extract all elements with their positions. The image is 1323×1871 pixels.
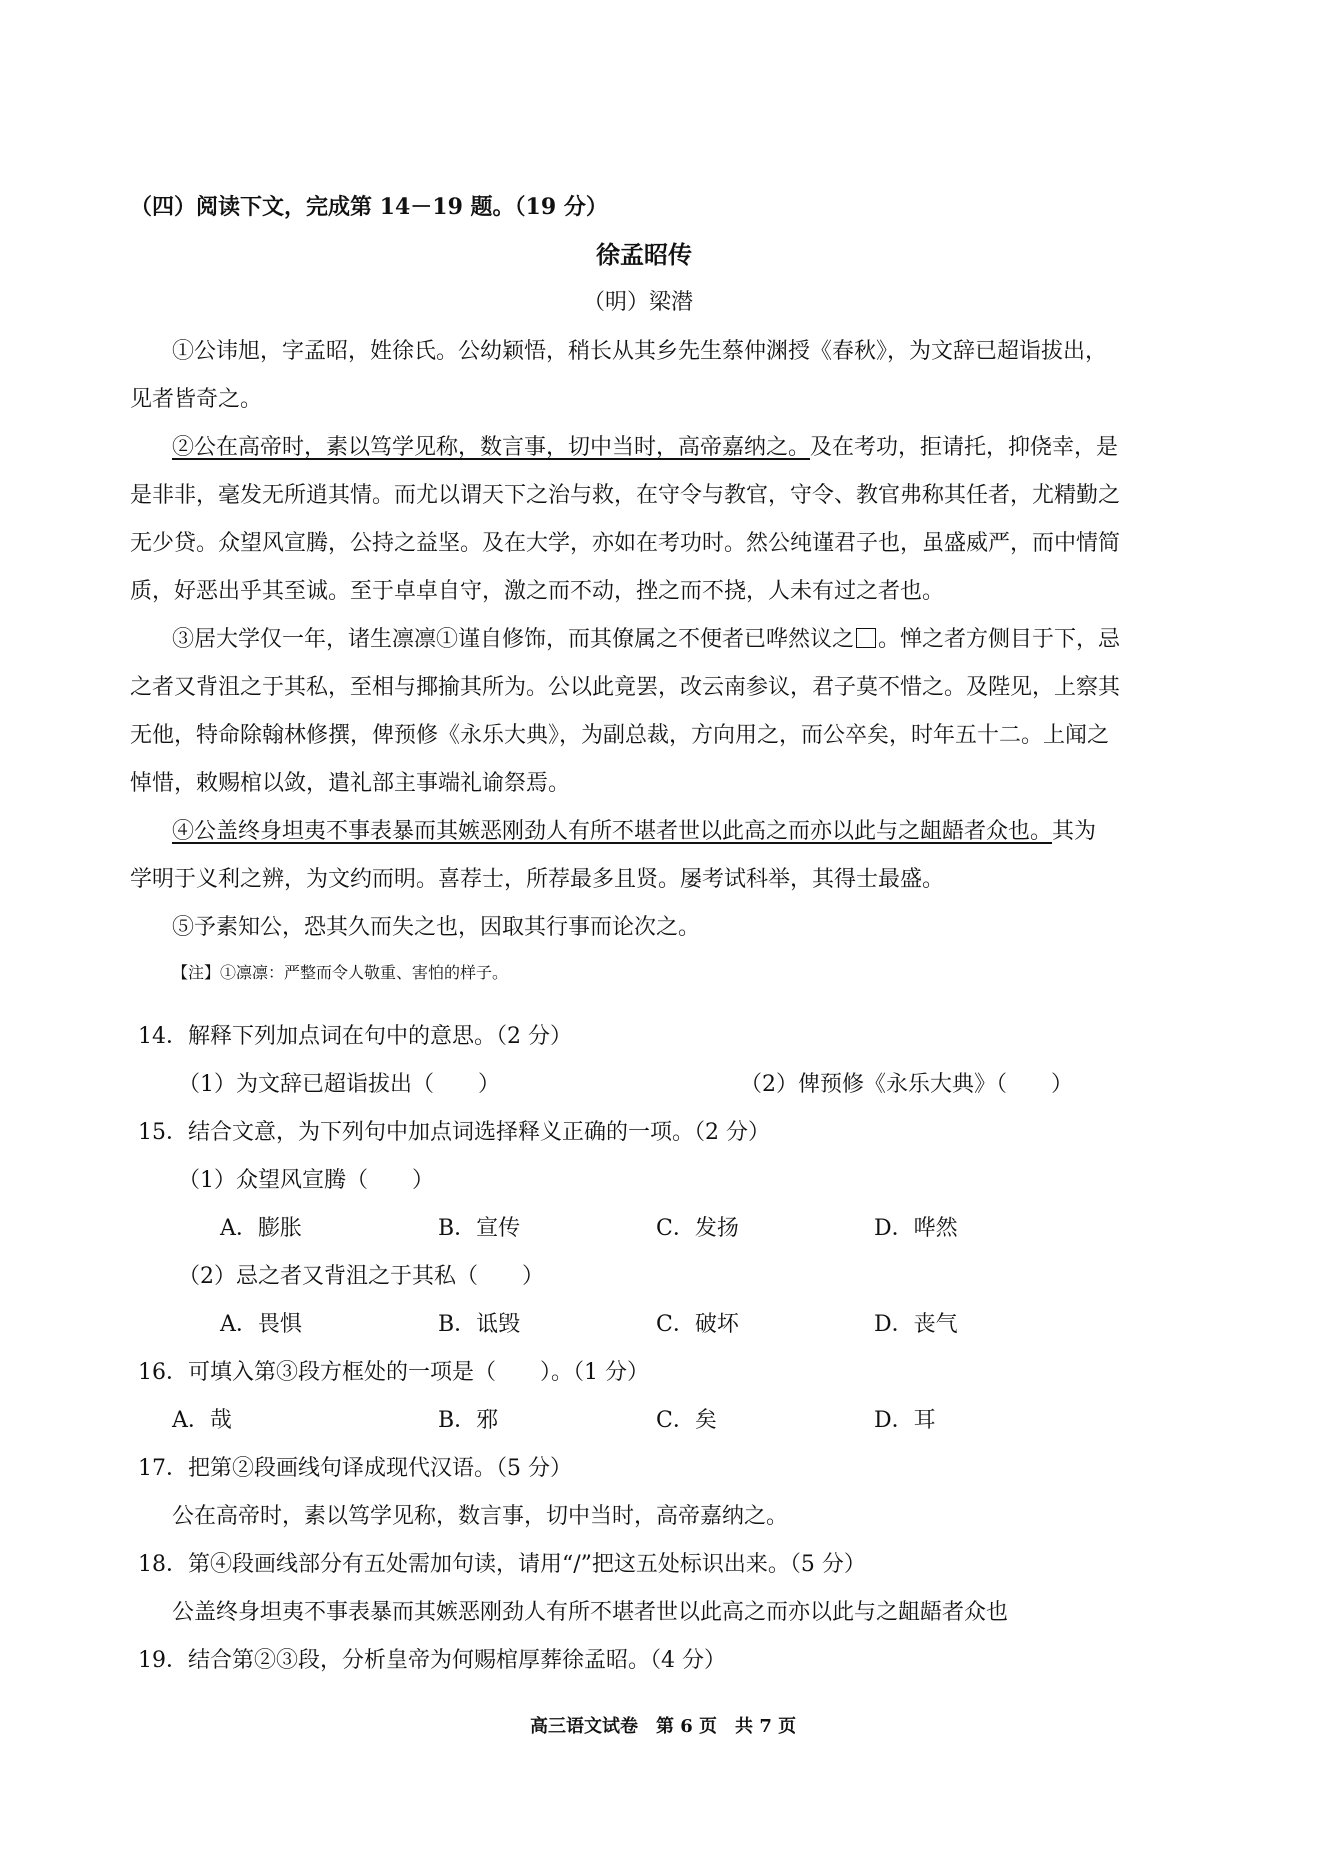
q16-option-c: C．矣 — [656, 1408, 717, 1433]
paragraph-4-line-1 — [172, 817, 1096, 847]
q15-2-option-c: C．破坏 — [656, 1312, 739, 1337]
paragraph-2-underlined-sentence: ②公在高帝时，素以笃学见称，数言事，切中当时，高帝嘉纳之。 — [172, 435, 811, 460]
q15-2-option-b: B．诋毁 — [438, 1312, 521, 1337]
paragraph-3-line-4: 悼惜，敕赐棺以敛，遣礼部主事端礼谕祭焉。 — [130, 771, 571, 796]
question-16-stem: 16．可填入第③段方框处的一项是（ ）。（1 分） — [138, 1360, 649, 1385]
q15-1-option-d: D．哗然 — [874, 1216, 958, 1241]
q15-1-option-a: A．膨胀 — [220, 1216, 302, 1241]
q15-1-option-c: C．发扬 — [656, 1216, 739, 1241]
question-14-item-2: （2）俾预修《永乐大典》（ ） — [740, 1072, 1073, 1097]
paragraph-3-line-1 — [172, 625, 1120, 655]
q16-option-a: A．哉 — [172, 1408, 232, 1433]
q15-2-option-a: A．畏惧 — [220, 1312, 302, 1337]
question-17-stem: 17．把第②段画线句译成现代汉语。（5 分） — [138, 1456, 572, 1481]
question-19-stem: 19．结合第②③段，分析皇帝为何赐棺厚葬徐孟昭。（4 分） — [138, 1648, 726, 1673]
article-title: 徐孟昭传 — [596, 240, 692, 269]
paragraph-2-continuation: 及在考功，拒请托，抑侥幸，是 — [810, 435, 1119, 460]
paragraph-4-line-2: 学明于义利之辨，为文约而明。喜荐士，所荐最多且贤。屡考试科举，其得士最盛。 — [130, 867, 945, 892]
blank-box — [856, 628, 876, 648]
paragraph-4-continuation: 其为 — [1052, 819, 1097, 844]
article-author: （明）梁潜 — [583, 290, 694, 315]
question-18-stem: 18．第④段画线部分有五处需加句读，请用“/”把这五处标识出来。（5 分） — [138, 1552, 866, 1577]
footnote: 【注】①凛凛：严整而令人敬重、害怕的样子。 — [172, 963, 509, 982]
paragraph-3-line-3: 无他，特命除翰林修撰，俾预修《永乐大典》，为副总裁，方向用之，而公卒矣，时年五十二。上闻之 — [130, 723, 1110, 748]
question-15-sub-2: （2）忌之者又背沮之于其私（ ） — [178, 1264, 544, 1289]
section-header: （四）阅读下文，完成第 14－19 题。（19 分） — [130, 194, 608, 220]
question-15-stem: 15．结合文意，为下列句中加点词选择释义正确的一项。（2 分） — [138, 1120, 770, 1145]
paragraph-2-line-3: 无少贷。众望风宣腾，公持之益坚。及在大学，亦如在考功时。然公纯谨君子也，虽盛威严，而中情简 — [130, 531, 1121, 556]
paragraph-5: ⑤予素知公，恐其久而失之也，因取其行事而论次之。 — [172, 915, 701, 940]
q16-option-d: D．耳 — [874, 1408, 936, 1433]
page-footer: 高三语文试卷 第 6 页 共 7 页 — [530, 1716, 797, 1737]
paragraph-3-part-b: 。惮之者方侧目于下，忌 — [878, 627, 1121, 652]
question-18-text: 公盖终身坦夷不事表暴而其嫉恶刚劲人有所不堪者世以此高之而亦以此与之龃龉者众也 — [172, 1600, 1009, 1625]
q15-2-option-d: D．丧气 — [874, 1312, 958, 1337]
paragraph-1-line-1: ①公讳旭，字孟昭，姓徐氏。公幼颖悟，稍长从其乡先生蔡仲渊授《春秋》，为文辞已超诣拔出， — [172, 339, 1108, 364]
paragraph-3-line-2: 之者又背沮之于其私，至相与揶揄其所为。公以此竟罢，改云南参议，君子莫不惜之。及陛见，上察其 — [130, 675, 1121, 700]
q15-1-option-b: B．宣传 — [438, 1216, 521, 1241]
paragraph-3-part-a: ③居大学仅一年，诸生凛凛①谨自修饰，而其僚属之不便者已哗然议之 — [172, 627, 855, 652]
paragraph-2-line-2: 是非非，毫发无所逍其情。而尤以谓天下之治与救，在守令与教官，守令、教官弗称其任者，尤精勤之 — [130, 483, 1121, 508]
paragraph-2-line-1 — [172, 433, 1118, 463]
question-15-sub-1: （1）众望风宣腾（ ） — [178, 1168, 434, 1193]
question-17-text: 公在高帝时，素以笃学见称，数言事，切中当时，高帝嘉纳之。 — [172, 1504, 789, 1529]
paragraph-2-line-4: 质，好恶出乎其至诚。至于卓卓自守，激之而不动，挫之而不挠，人未有过之者也。 — [130, 579, 945, 604]
q16-option-b: B．邪 — [438, 1408, 499, 1433]
paragraph-4-underlined-passage: ④公盖终身坦夷不事表暴而其嫉恶刚劲人有所不堪者世以此高之而亦以此与之龃龉者众也。 — [172, 819, 1053, 844]
question-14-stem: 14．解释下列加点词在句中的意思。（2 分） — [138, 1024, 572, 1049]
paragraph-1-line-2: 见者皆奇之。 — [130, 387, 263, 412]
question-14-item-1: （1）为文辞已超诣拔出（ ） — [178, 1072, 500, 1097]
